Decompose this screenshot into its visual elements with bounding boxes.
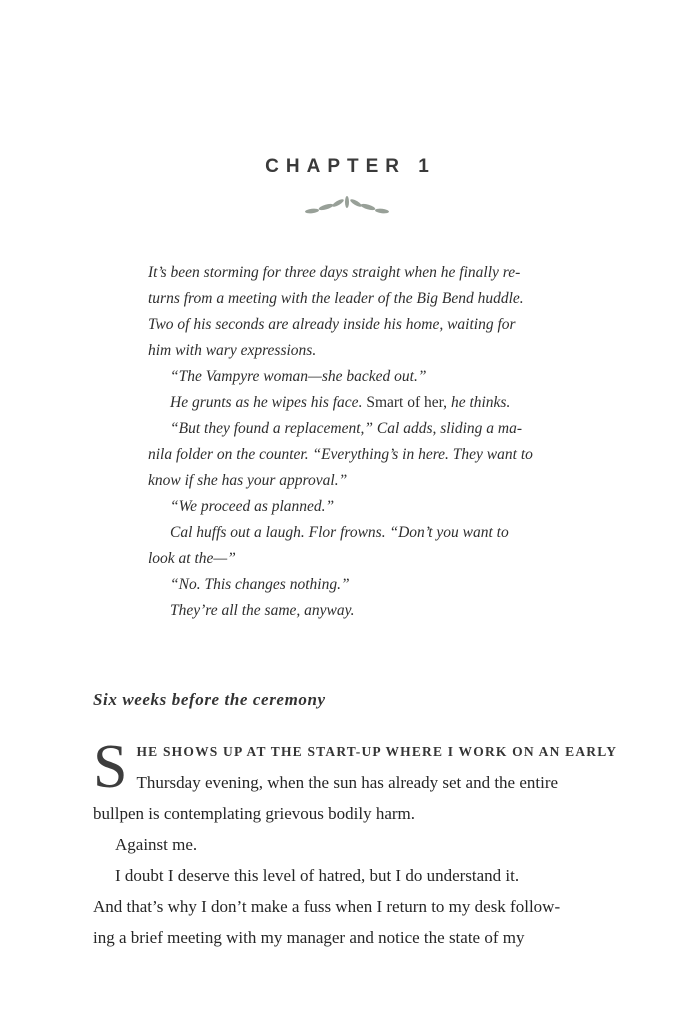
body-line: And that’s why I don’t make a fuss when I return to my desk follow- [93,897,561,916]
prologue-line [148,572,555,598]
body-line: ing a brief meeting with my manager and notice the state of my [93,928,525,947]
prologue-text: nila folder on the counter. “Everything’s in here. They want to [148,446,533,463]
opening-line: bullpen is contemplating grievous bodily harm. [93,804,416,823]
prologue-line [148,364,555,390]
prologue-text: “No. This changes nothing.” [170,576,350,593]
body-paragraphs [93,829,601,953]
prologue-text: “The Vampyre woman—she backed out.” [170,368,427,385]
roman-emphasis-text: Smart of her, [366,394,448,411]
prologue-text: him with wary expressions. [148,342,317,359]
prologue-text: They’re all the same, anyway. [170,602,355,619]
prologue-line [148,416,555,442]
prologue-text: know if she has your approval.” [148,472,348,489]
leaf-ornament-icon [297,194,397,218]
body-line: Against me. [115,835,198,854]
prologue-text: It’s been storming for three days straight when he finally re- [148,264,521,281]
prologue-line [148,442,555,468]
paragraph [93,829,601,860]
prologue-text: turns from a meeting with the leader of the Big Bend huddle. [148,290,524,307]
opening-line-smallcaps: HE SHOWS UP AT THE START-UP WHERE I WORK ON AN EARLY [136,744,618,759]
prologue-line [148,520,555,546]
prologue-line [148,598,555,624]
prologue-line [148,468,555,494]
prologue-line [148,338,555,364]
chapter-title: CHAPTER 1 [265,156,436,177]
prologue-line [148,260,555,286]
prologue-text: Cal huffs out a laugh. Flor frowns. “Don’t you want to [170,524,509,541]
prologue-line [148,312,555,338]
prologue-line [148,494,555,520]
prologue-text: He grunts as he wipes his face. [170,394,367,411]
body-line: I doubt I deserve this level of hatred, but I do understand it. [115,866,520,885]
ornament-wrap [93,194,601,220]
body-text [93,733,618,953]
prologue-line [148,546,555,572]
prologue-text: look at the—” [148,550,236,567]
opening-paragraph [93,733,618,829]
paragraph [93,860,601,953]
opening-line: Thursday evening, when the sun has already set and the entire [136,773,559,792]
prologue-text: “We proceed as planned.” [170,498,335,515]
prologue-line [148,286,555,312]
prologue-text: Two of his seconds are already inside his home, waiting for [148,316,516,333]
prologue-text: he thinks. [447,394,511,411]
prologue-text: “But they found a replacement,” Cal adds, sliding a ma- [170,420,523,437]
section-heading: Six weeks before the ceremony [93,690,326,709]
prologue-block [148,260,555,624]
prologue-line [148,390,555,416]
drop-cap: S [93,733,128,801]
